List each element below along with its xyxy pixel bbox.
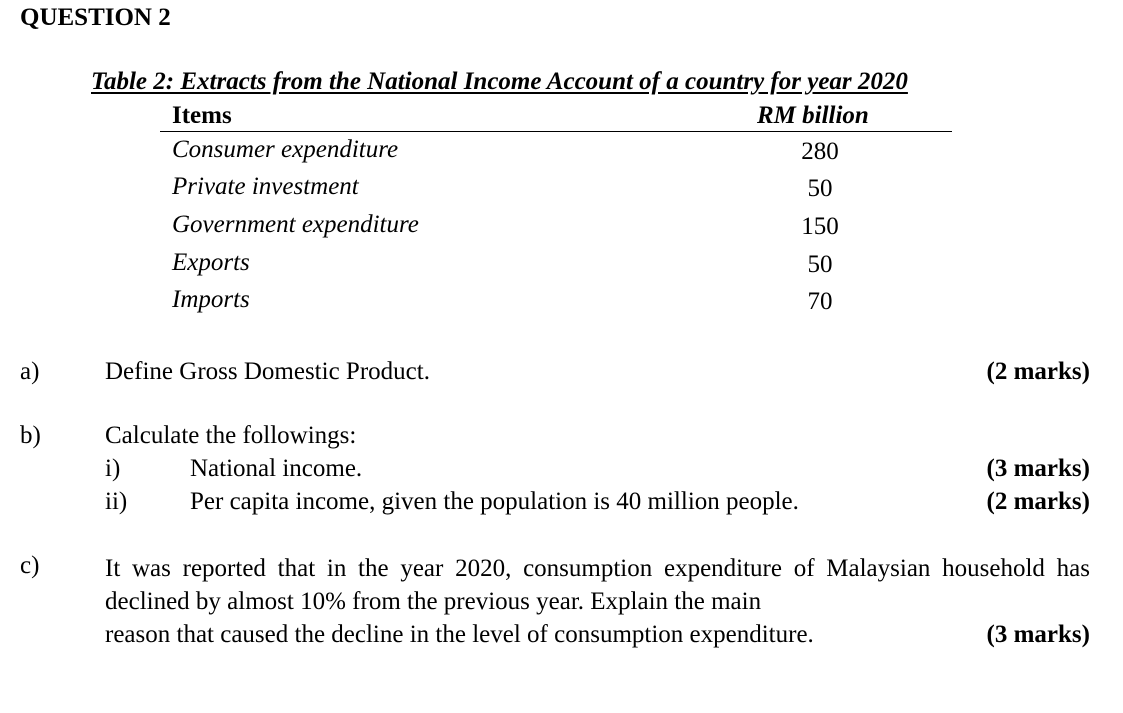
table-row-value: 150 — [801, 213, 839, 240]
question-b-ii-marks: (2 marks) — [986, 488, 1090, 515]
question-b-i-text: National income. — [190, 455, 363, 482]
question-c-paragraph — [105, 552, 1090, 651]
question-c-label: c) — [20, 552, 40, 579]
table-header-value: RM billion — [757, 102, 869, 129]
table-row-item: Government expenditure — [172, 211, 419, 238]
question-a-label: a) — [20, 358, 40, 385]
table-row-value: 280 — [801, 138, 839, 165]
question-c-last-line — [105, 618, 1090, 651]
table-header-rule — [160, 131, 952, 132]
table-row-value: 50 — [807, 175, 833, 202]
table-row-item: Imports — [172, 286, 250, 313]
table-row-item: Private investment — [172, 173, 359, 200]
question-c-text-line: reason that caused the decline in the level of consumption expenditure. — [105, 621, 814, 648]
question-b-ii-label: ii) — [105, 488, 128, 515]
question-c-text-line: It was reported that in the year 2020, consumption expenditure of Malaysian household has declined by almost 10% from the previous year. Explain the main — [105, 555, 1090, 615]
question-title: QUESTION 2 — [20, 4, 171, 31]
question-b-ii-text: Per capita income, given the population is 40 million people. — [190, 488, 799, 515]
question-c-marks: (3 marks) — [986, 621, 1090, 648]
question-b-i-marks: (3 marks) — [986, 455, 1090, 482]
table-row-item: Consumer expenditure — [172, 136, 399, 163]
question-b-text: Calculate the followings: — [105, 422, 357, 449]
table-row-value: 50 — [807, 251, 833, 278]
table-row-value: 70 — [807, 288, 833, 315]
question-b-label: b) — [20, 422, 41, 449]
table-header-items: Items — [172, 102, 232, 129]
question-b-i-label: i) — [105, 455, 121, 482]
table-row-item: Exports — [172, 249, 250, 276]
table-caption: Table 2: Extracts from the National Income Account of a country for year 2020 — [91, 68, 908, 95]
question-a-marks: (2 marks) — [986, 358, 1090, 385]
question-a-text: Define Gross Domestic Product. — [105, 358, 430, 385]
